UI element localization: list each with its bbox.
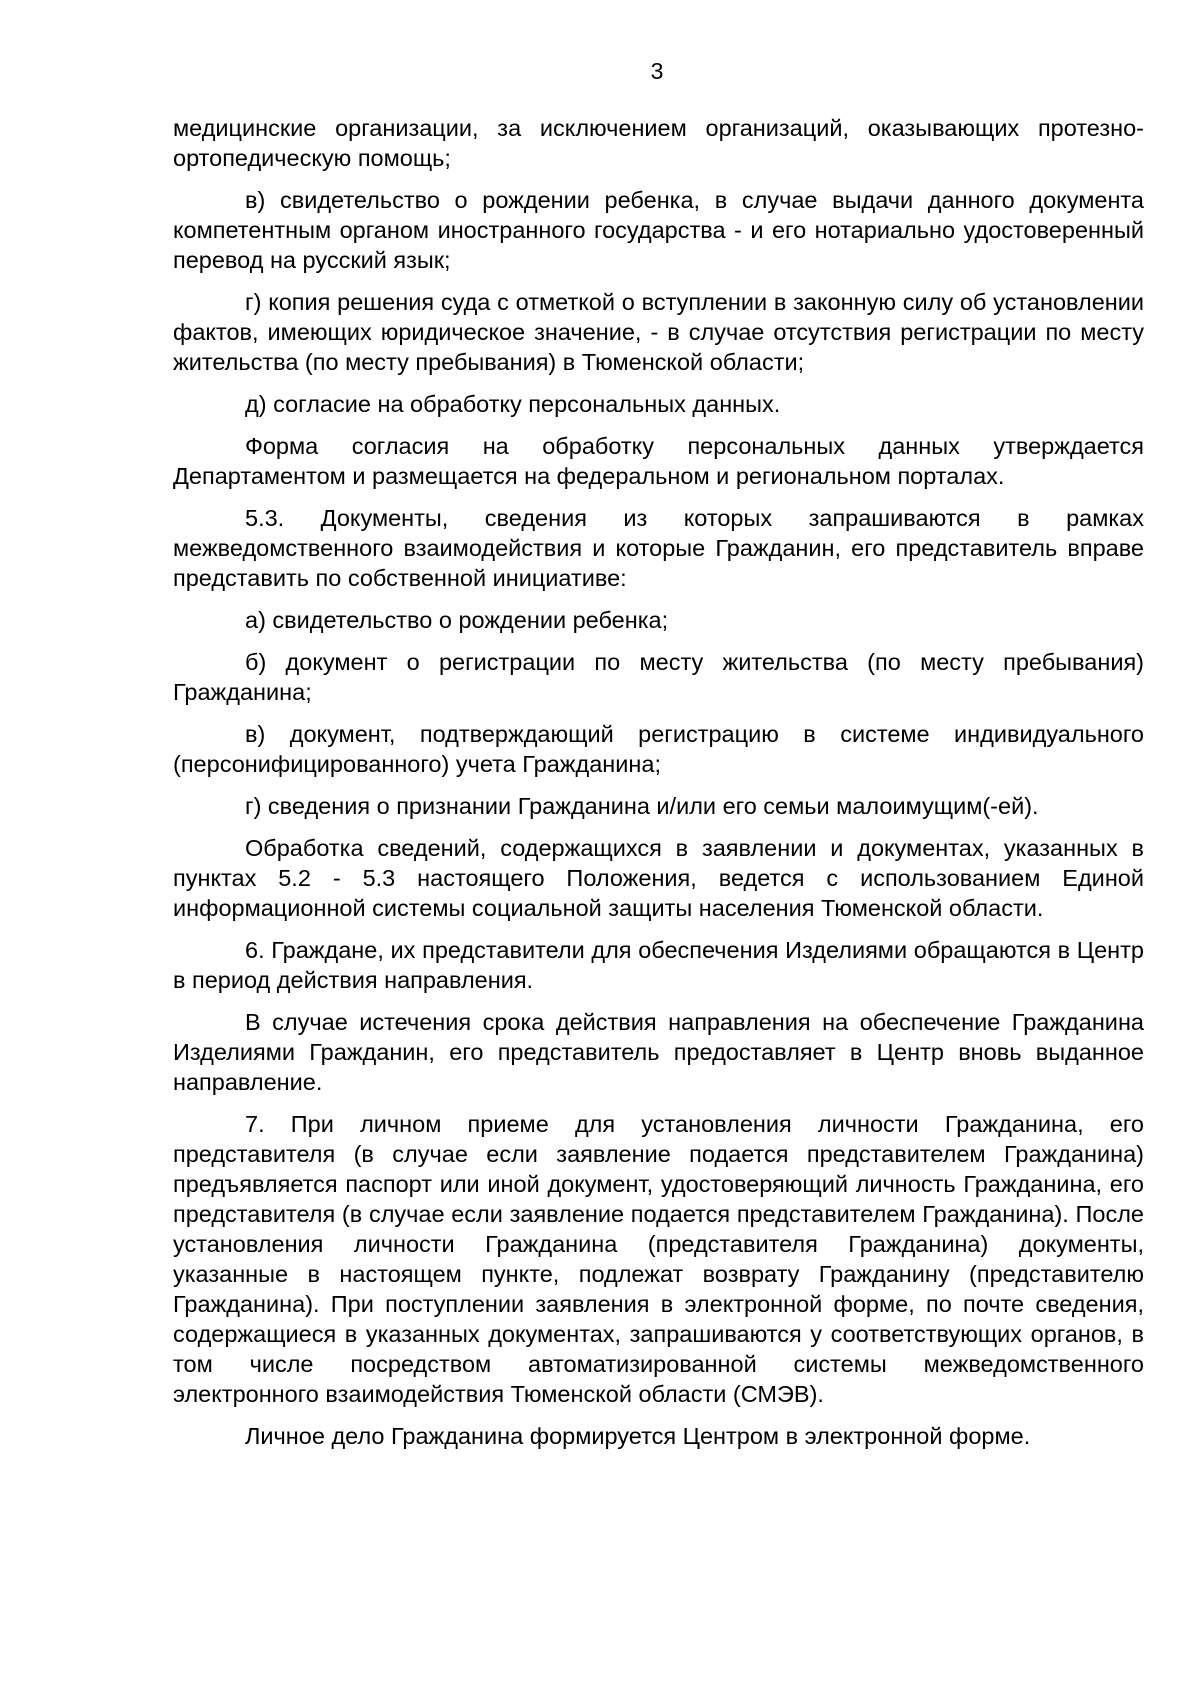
paragraph-processing: Обработка сведений, содержащихся в заявлении и документах, указанных в пунктах 5.2 - 5.3 настоящего Положения, ведется с использованием Единой информационной системы социальной защиты населения Тюменской области. [173, 835, 1144, 921]
paragraph-section-7: 7. При личном приеме для установления личности Гражданина, его представителя (в случае если заявление подается представителем Гражданина) предъявляется паспорт или иной документ, удостоверяющий личность Гражданина, его представителя (в случае если заявление подается представителем Гражданина). После установления личности Гражданина (представителя Гражданина) документы, указанные в настоящем пункте, подлежат возврату Гражданину (представителю Гражданина). При поступлении заявления в электронной форме, по почте сведения, содержащиеся в указанных документах, запрашиваются у соответствующих органов, в том числе посредством автоматизированной системы межведомственного электронного взаимодействия Тюменской области (СМЭВ). [173, 1111, 1144, 1407]
paragraph-consent-form: Форма согласия на обработку персональных данных утверждается Департаментом и размещается на федеральном и региональном порталах. [173, 433, 1144, 489]
paragraph-5-3: 5.3. Документы, сведения из которых запрашиваются в рамках межведомственного взаимодействия и которые Гражданин, его представитель вправе представить по собственной инициативе: [173, 505, 1144, 591]
paragraph-5-3-item-g: г) сведения о признании Гражданина и/или его семьи малоимущим(-ей). [245, 793, 1039, 819]
paragraph-5-3-item-b: б) документ о регистрации по месту жительства (по месту пребывания) Гражданина; [173, 649, 1144, 705]
document-body [173, 113, 1144, 1463]
paragraph-expiry: В случае истечения срока действия направления на обеспечение Гражданина Изделиями Гражданин, его представитель предоставляет в Центр вновь выданное направление. [173, 1009, 1144, 1095]
paragraph-item-d: д) согласие на обработку персональных данных. [245, 391, 781, 417]
page-number: 3 [650, 58, 664, 84]
paragraph-5-3-item-a: а) свидетельство о рождении ребенка; [245, 607, 669, 633]
paragraph-5-3-item-v: в) документ, подтверждающий регистрацию в системе индивидуального (персонифицированного) учета Гражданина; [173, 721, 1144, 777]
paragraph-item-g: г) копия решения суда с отметкой о вступлении в законную силу об установлении фактов, имеющих юридическое значение, - в случае отсутствия регистрации по месту жительства (по месту пребывания) в Тюменской области; [173, 289, 1144, 375]
paragraph-item-v: в) свидетельство о рождении ребенка, в случае выдачи данного документа компетентным органом иностранного государства - и его нотариально удостоверенный перевод на русский язык; [173, 187, 1144, 273]
paragraph-personal-file: Личное дело Гражданина формируется Центром в электронной форме. [245, 1423, 1031, 1449]
paragraph-continuation: медицинские организации, за исключением организаций, оказывающих протезно-ортопедическую помощь; [173, 115, 1144, 171]
paragraph-section-6: 6. Граждане, их представители для обеспечения Изделиями обращаются в Центр в период действия направления. [173, 937, 1144, 993]
